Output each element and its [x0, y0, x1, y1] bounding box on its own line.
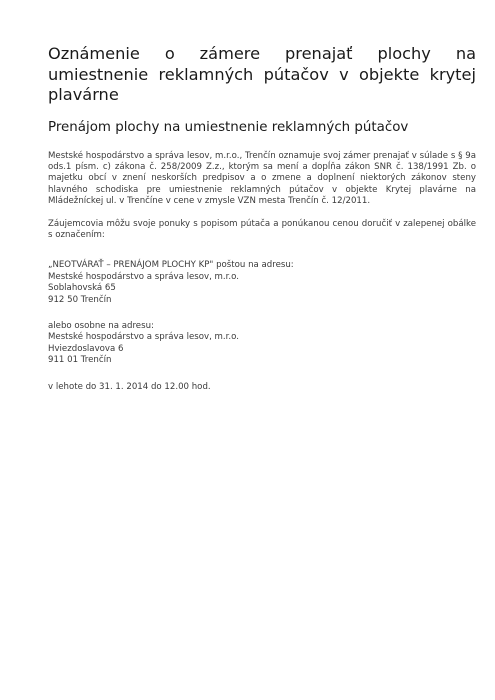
- document-title: Oznámenie o zámere prenajať plochy na umiestnenie reklamných pútačov v objekte krytej plavárne: [48, 44, 476, 104]
- personal-address-block: [48, 321, 476, 367]
- deadline-text: v lehote do 31. 1. 2014 do 12.00 hod.: [48, 381, 211, 392]
- postal-organization: Mestské hospodárstvo a správa lesov, m.r.o.: [48, 271, 239, 282]
- personal-organization: Mestské hospodárstvo a správa lesov, m.r.o.: [48, 332, 239, 343]
- postal-city: 912 50 Trenčín: [48, 294, 112, 305]
- postal-address-block: [48, 260, 476, 306]
- personal-label: alebo osobne na adresu:: [48, 320, 154, 331]
- personal-street: Hviezdoslavova 6: [48, 343, 124, 354]
- document-page: [48, 44, 476, 393]
- postal-label: „NEOTVÁRAŤ – PRENÁJOM PLOCHY KP" poštou na adresu:: [48, 260, 294, 271]
- postal-street: Soblahovská 65: [48, 283, 116, 294]
- personal-city: 911 01 Trenčín: [48, 355, 112, 366]
- document-subtitle: Prenájom plochy na umiestnenie reklamných pútačov: [48, 119, 409, 135]
- offer-paragraph: Záujemcovia môžu svoje ponuky s popisom pútača a ponúkanou cenou doručiť v zalepenej obálke s označením:: [48, 218, 476, 240]
- intro-paragraph: Mestské hospodárstvo a správa lesov, m.r.o., Trenčín oznamuje svoj zámer prenajať v súlade s § 9a ods.1 písm. c) zákona č. 258/2009 Z.z., ktorým sa mení a dopĺňa zákon SNR č. 138/1991 Zb. o majetku obcí v znení neskorších predpisov a o zmene a doplnení niektorých zákonov steny hlavného schodiska pre umiestnenie reklamných pútačov v objekte Krytej plavárne na Mládežníckej ul. v Trenčíne v cene v zmysle VZN mesta Trenčín č. 12/2011.: [48, 150, 476, 207]
- document-body: [48, 151, 476, 394]
